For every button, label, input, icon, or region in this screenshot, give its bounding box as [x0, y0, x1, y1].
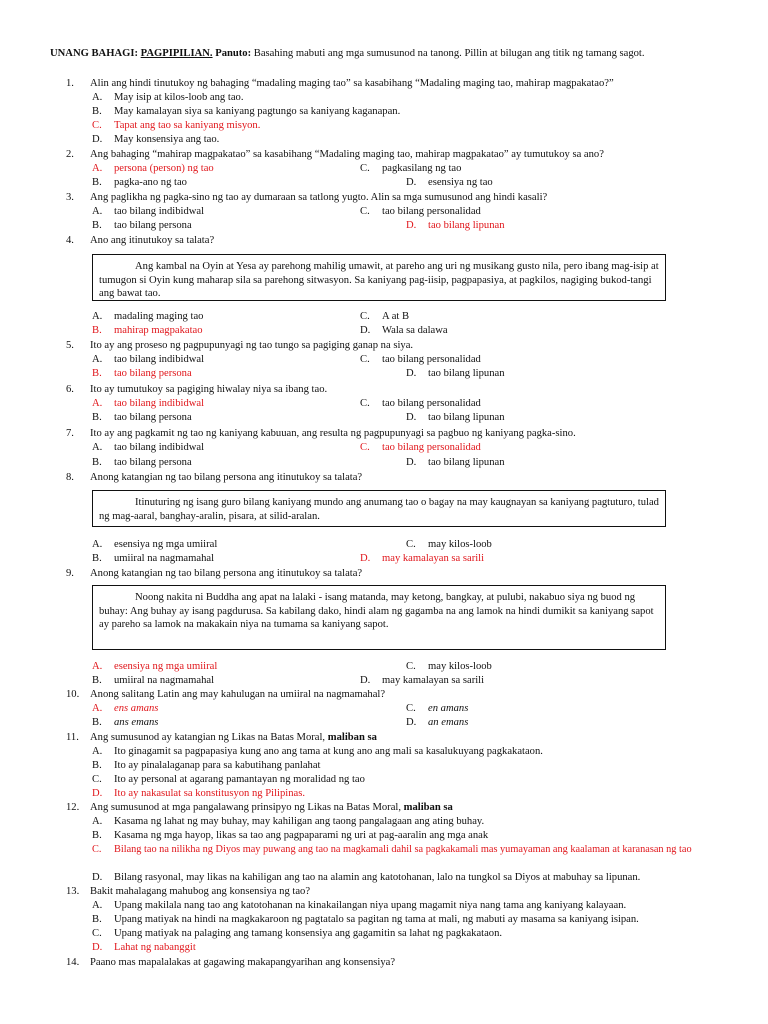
question-text: Anong katangian ng tao bilang persona ang itinutukoy sa talata? — [90, 472, 363, 483]
question-text: Alin ang hindi tinutukoy ng bahaging “madaling maging tao” sa kasabihang “Madaling maging tao, mahirap magpakatao?” — [90, 78, 614, 89]
option-text: May konsensiya ang tao. — [114, 134, 220, 145]
panuto-text: Basahing mabuti ang mga sumusunod na tanong. Pillin at bilugan ang titik ng tamang sagot. — [253, 48, 645, 59]
option-text: madaling maging tao — [114, 311, 204, 322]
q7-option-a[interactable] — [92, 441, 204, 455]
q12-option-a[interactable] — [92, 815, 484, 829]
q8-option-d[interactable] — [360, 552, 484, 566]
question-number: 9. — [66, 568, 74, 579]
q6-option-a[interactable] — [92, 397, 204, 411]
q4-option-d[interactable] — [360, 324, 448, 338]
option-letter: A. — [92, 746, 103, 757]
question-text: Ito ay ang proseso ng pagpupunyagi ng tao tungo sa pagiging ganap na siya. — [90, 340, 414, 351]
question-number: 6. — [66, 384, 74, 395]
option-text: tao bilang indibidwal — [114, 442, 205, 453]
part-title: UNANG BAHAGI: — [50, 48, 138, 59]
text: Noong nakita ni Buddha ang apat na lalaki - isang matanda, may ketong, bangkay, at pulubi, nakabuo siya ng buod ng buhay: Ang buhay ay isang pagdurusa. Sa kabilang dako, hindi alam ng gagamba na ang lamok na hindi dumikit sa kaniyang sapot ay pareho sa lamok na makakain niya na tumama sa kaniyang sapot. — [99, 592, 654, 631]
option-letter: A. — [92, 163, 103, 174]
option-letter: C. — [406, 703, 416, 714]
question-number: 13. — [66, 886, 80, 897]
option-letter: B. — [92, 220, 102, 231]
option-letter: D. — [406, 457, 417, 468]
option-text: tao bilang lipunan — [428, 220, 505, 231]
option-letter: A. — [92, 539, 103, 550]
option-letter: B. — [92, 368, 102, 379]
panuto-label: Panuto: — [215, 48, 252, 59]
question-text: Ito ay ang pagkamit ng tao ng kaniyang kabuuan, ang resulta ng pagpupunyagi sa pagbuo ng kaniyang pagka-sino. — [90, 428, 576, 439]
option-text: Ito ginagamit sa pagpapasiya kung ano ang tama at kung ano ang mali sa kasalukuyang pagkakataon. — [114, 746, 543, 757]
question-number: 5. — [66, 340, 74, 351]
q11-option-b[interactable] — [92, 759, 321, 773]
q7-option-c[interactable] — [360, 441, 481, 455]
q4-option-b[interactable] — [92, 324, 203, 338]
option-text: an emans — [428, 717, 469, 728]
q9-option-b[interactable] — [92, 674, 214, 688]
option-text: esensiya ng mga umiiral — [114, 661, 218, 672]
option-text: tao bilang personalidad — [382, 354, 481, 365]
q8-option-a[interactable] — [92, 538, 217, 552]
q8-option-b[interactable] — [92, 552, 214, 566]
section-title: PAGPIPILIAN. — [140, 48, 213, 59]
option-letter: D. — [92, 872, 103, 883]
option-text: Upang makilala nang tao ang katotohanan na kinakailangan niya upang magamit niya nang tama ang kaniyang kalayaan. — [114, 900, 627, 911]
q13-option-b[interactable] — [92, 913, 639, 927]
question-13 — [66, 885, 756, 899]
option-letter: C. — [360, 163, 370, 174]
option-letter: B. — [92, 412, 102, 423]
option-letter: A. — [92, 354, 103, 365]
option-letter: A. — [92, 900, 103, 911]
q5-option-a[interactable] — [92, 353, 204, 367]
question-5 — [66, 339, 756, 353]
q1-option-d[interactable] — [92, 133, 219, 147]
q11-option-a[interactable] — [92, 745, 543, 759]
q8-option-c[interactable] — [406, 538, 492, 552]
question-number: 3. — [66, 192, 74, 203]
q7-option-d[interactable] — [406, 456, 505, 470]
option-text: Ito ay pinalalaganap para sa kabutihang panlahat — [114, 760, 321, 771]
option-text: tao bilang lipunan — [428, 457, 505, 468]
q9-option-d[interactable] — [360, 674, 484, 688]
q12-option-c[interactable] — [92, 843, 768, 857]
option-letter: D. — [406, 220, 417, 231]
option-letter: D. — [406, 717, 417, 728]
q10-option-a[interactable] — [92, 702, 158, 716]
q6-option-c[interactable] — [360, 397, 481, 411]
option-text: tao bilang personalidad — [382, 398, 481, 409]
q4-passage-box — [92, 254, 666, 301]
q13-option-d[interactable] — [92, 941, 196, 955]
option-text: may kilos-loob — [428, 539, 492, 550]
option-letter: B. — [92, 457, 102, 468]
question-text: Anong salitang Latin ang may kahulugan na umiiral na nagmamahal? — [90, 689, 386, 700]
option-text: ens amans — [114, 703, 159, 714]
question-12 — [66, 801, 756, 815]
option-letter: D. — [360, 553, 371, 564]
maliban-sa-emphasis: maliban sa — [403, 802, 453, 813]
option-text: may kilos-loob — [428, 661, 492, 672]
question-number: 10. — [66, 689, 80, 700]
q9-option-a[interactable] — [92, 660, 217, 674]
option-text: Ito ay nakasulat sa konstitusyon ng Pilipinas. — [114, 788, 305, 799]
option-text: tao bilang lipunan — [428, 368, 505, 379]
q13-option-c[interactable] — [92, 927, 502, 941]
q2-option-b[interactable] — [92, 176, 187, 190]
option-letter: B. — [92, 553, 102, 564]
option-letter: D. — [92, 942, 103, 953]
option-text: tao bilang indibidwal — [114, 206, 205, 217]
option-letter: A. — [92, 206, 103, 217]
option-letter: C. — [360, 442, 370, 453]
question-4 — [66, 234, 756, 248]
q3-option-c[interactable] — [360, 205, 481, 219]
text: Itinuturing ng isang guro bilang kaniyang mundo ang anumang tao o bagay na may kaugnayan sa kaniyang pagtuturo, tulad ng mag-aaral, banghay-aralin, pisara, at silid-aralan. — [99, 497, 659, 522]
option-text: tao bilang persona — [114, 412, 192, 423]
option-text: A at B — [382, 311, 410, 322]
q10-option-c[interactable] — [406, 702, 468, 716]
option-letter: B. — [92, 106, 102, 117]
q6-option-d[interactable] — [406, 411, 505, 425]
option-text: Upang matiyak na hindi na magkakaroon ng pagtatalo sa pagitan ng tama at mali, ng mabuti ay masama sa kaniyang isipan. — [114, 914, 639, 925]
q12-option-b[interactable] — [92, 829, 488, 843]
question-text: Ang bahaging “mahirap magpakatao” sa kasabihang “Madaling maging tao, mahirap magpakatao” ay tumutukoy sa ano? — [90, 149, 604, 160]
option-text: tao bilang indibidwal — [114, 398, 205, 409]
option-text: may kamalayan sa sarili — [382, 553, 485, 564]
question-number: 8. — [66, 472, 74, 483]
option-letter: C. — [92, 774, 102, 785]
option-letter: B. — [92, 914, 102, 925]
option-letter: C. — [406, 661, 416, 672]
question-number: 14. — [66, 957, 80, 968]
option-letter: D. — [92, 134, 103, 145]
question-1 — [66, 77, 756, 91]
question-number: 7. — [66, 428, 74, 439]
option-text: umiiral na nagmamahal — [114, 553, 215, 564]
option-letter: C. — [360, 354, 370, 365]
option-text: may kamalayan sa sarili — [382, 675, 485, 686]
question-text: Ito ay tumutukoy sa pagiging hiwalay niya sa ibang tao. — [90, 384, 328, 395]
option-text: Bilang tao na nilikha ng Diyos may puwang ang tao na magkamali dahil sa pagkakamali mas yumayaman ang kaalaman at karanasan ng tao — [114, 844, 692, 855]
question-text: Ano ang itinutukoy sa talata? — [90, 235, 215, 246]
text: Ang kambal na Oyin at Yesa ay parehong mahilig umawit, at pareho ang uri ng musikang gusto nila, pero ibang mag-isip at tumugon si Oyin kung maharap sila sa parehong sitwasyon. Sa kaniyang pag-iisip, pagpapasiya, at pagkilos, nagiging bukod-tangi ang bawat tao. — [99, 261, 659, 300]
option-letter: A. — [92, 398, 103, 409]
q2-option-a[interactable] — [92, 162, 214, 176]
q13-option-a[interactable] — [92, 899, 626, 913]
q1-option-a[interactable] — [92, 91, 243, 105]
question-2 — [66, 148, 756, 162]
option-text: pagka-ano ng tao — [114, 177, 187, 188]
option-letter: B. — [92, 675, 102, 686]
q11-option-c[interactable] — [92, 773, 365, 787]
q3-option-a[interactable] — [92, 205, 204, 219]
option-text: tao bilang indibidwal — [114, 354, 205, 365]
q1-option-c[interactable] — [92, 119, 260, 133]
question-text: Ang paglikha ng pagka-sino ng tao ay dumaraan sa tatlong yugto. Alin sa mga sumusunod ang hindi kasali? — [90, 192, 548, 203]
question-number: 1. — [66, 78, 74, 89]
option-text: pagkasilang ng tao — [382, 163, 462, 174]
option-text: May isip at kilos-loob ang tao. — [114, 92, 244, 103]
option-text: mahirap magpakatao — [114, 325, 203, 336]
question-10 — [66, 688, 756, 702]
option-letter: A. — [92, 442, 103, 453]
q10-option-b[interactable] — [92, 716, 158, 730]
question-text: Ang sumusunod at mga pangalawang prinsipyo ng Likas na Batas Moral, — [90, 802, 401, 813]
option-text: esensiya ng mga umiiral — [114, 539, 218, 550]
option-text: Upang matiyak na palaging ang tamang konsensiya ang gagamitin sa lahat ng pagkakataon. — [114, 928, 503, 939]
option-text: Wala sa dalawa — [382, 325, 448, 336]
maliban-sa-emphasis: maliban sa — [327, 732, 377, 743]
option-text: ans emans — [114, 717, 159, 728]
question-number: 4. — [66, 235, 74, 246]
q1-option-b[interactable] — [92, 105, 400, 119]
question-text: Ang sumusunod ay katangian ng Likas na Batas Moral, — [90, 732, 326, 743]
question-6 — [66, 383, 756, 397]
q3-option-b[interactable] — [92, 219, 192, 233]
option-letter: D. — [406, 177, 417, 188]
option-letter: A. — [92, 661, 103, 672]
option-text: tao bilang lipunan — [428, 412, 505, 423]
option-letter: C. — [92, 844, 102, 855]
option-letter: C. — [92, 928, 102, 939]
option-text: tao bilang persona — [114, 220, 192, 231]
option-text: tao bilang persona — [114, 368, 192, 379]
option-text: Ito ay personal at agarang pamantayan ng moralidad ng tao — [114, 774, 365, 785]
question-number: 11. — [66, 732, 79, 743]
question-8 — [66, 471, 756, 485]
q9-passage-box — [92, 585, 666, 650]
option-letter: D. — [406, 412, 417, 423]
q8-passage-box — [92, 490, 666, 527]
option-text: tao bilang personalidad — [382, 442, 481, 453]
option-letter: A. — [92, 92, 103, 103]
instructions-header — [50, 47, 750, 61]
option-text: tao bilang persona — [114, 457, 192, 468]
option-letter: A. — [92, 311, 103, 322]
q10-option-d[interactable] — [406, 716, 468, 730]
option-text: en amans — [428, 703, 469, 714]
option-letter: A. — [92, 816, 103, 827]
option-text: Tapat ang tao sa kaniyang misyon. — [114, 120, 261, 131]
option-letter: D. — [360, 675, 371, 686]
option-text: persona (person) ng tao — [114, 163, 214, 174]
option-letter: A. — [92, 703, 103, 714]
option-letter: C. — [360, 311, 370, 322]
option-text: Kasama ng lahat ng may buhay, may kahiligan ang taong pangalagaan ang ating buhay. — [114, 816, 485, 827]
option-letter: B. — [92, 717, 102, 728]
question-number: 12. — [66, 802, 80, 813]
q11-option-d[interactable] — [92, 787, 305, 801]
option-text: Kasama ng mga hayop, likas sa tao ang pagpaparami ng uri at pag-aaralin ang mga anak — [114, 830, 489, 841]
question-text: Anong katangian ng tao bilang persona ang itinutukoy sa talata? — [90, 568, 363, 579]
question-text: Bakit mahalagang mahubog ang konsensiya ng tao? — [90, 886, 311, 897]
question-14 — [66, 956, 756, 970]
question-3 — [66, 191, 756, 205]
q6-option-b[interactable] — [92, 411, 192, 425]
option-text: tao bilang personalidad — [382, 206, 481, 217]
option-letter: D. — [406, 368, 417, 379]
question-text: Paano mas mapalalakas at gagawing makapangyarihan ang konsensiya? — [90, 957, 396, 968]
option-letter: C. — [92, 120, 102, 131]
question-7 — [66, 427, 756, 441]
q4-option-a[interactable] — [92, 310, 203, 324]
option-letter: D. — [92, 788, 103, 799]
option-text: esensiya ng tao — [428, 177, 493, 188]
q3-option-d[interactable] — [406, 219, 505, 233]
question-number: 2. — [66, 149, 74, 160]
option-letter: C. — [406, 539, 416, 550]
q4-option-c[interactable] — [360, 310, 409, 324]
option-text: May kamalayan siya sa kaniyang pagtungo sa kaniyang kaganapan. — [114, 106, 401, 117]
question-9 — [66, 567, 756, 581]
option-letter: C. — [360, 398, 370, 409]
option-letter: C. — [360, 206, 370, 217]
q5-option-d[interactable] — [406, 367, 505, 381]
option-letter: D. — [360, 325, 371, 336]
option-text: umiiral na nagmamahal — [114, 675, 215, 686]
option-letter: B. — [92, 325, 102, 336]
option-letter: B. — [92, 177, 102, 188]
q2-option-d[interactable] — [406, 176, 493, 190]
option-letter: B. — [92, 760, 102, 771]
q2-option-c[interactable] — [360, 162, 461, 176]
q12-option-d[interactable] — [92, 871, 640, 885]
question-11 — [66, 731, 756, 745]
q5-option-b[interactable] — [92, 367, 192, 381]
q9-option-c[interactable] — [406, 660, 492, 674]
q7-option-b[interactable] — [92, 456, 192, 470]
option-letter: B. — [92, 830, 102, 841]
option-text: Bilang rasyonal, may likas na kahiligan ang tao na alamin ang katotohanan, lalo na tungkol sa Diyos at mabuhay sa lipunan. — [114, 872, 641, 883]
q5-option-c[interactable] — [360, 353, 481, 367]
option-text: Lahat ng nabanggit — [114, 942, 196, 953]
